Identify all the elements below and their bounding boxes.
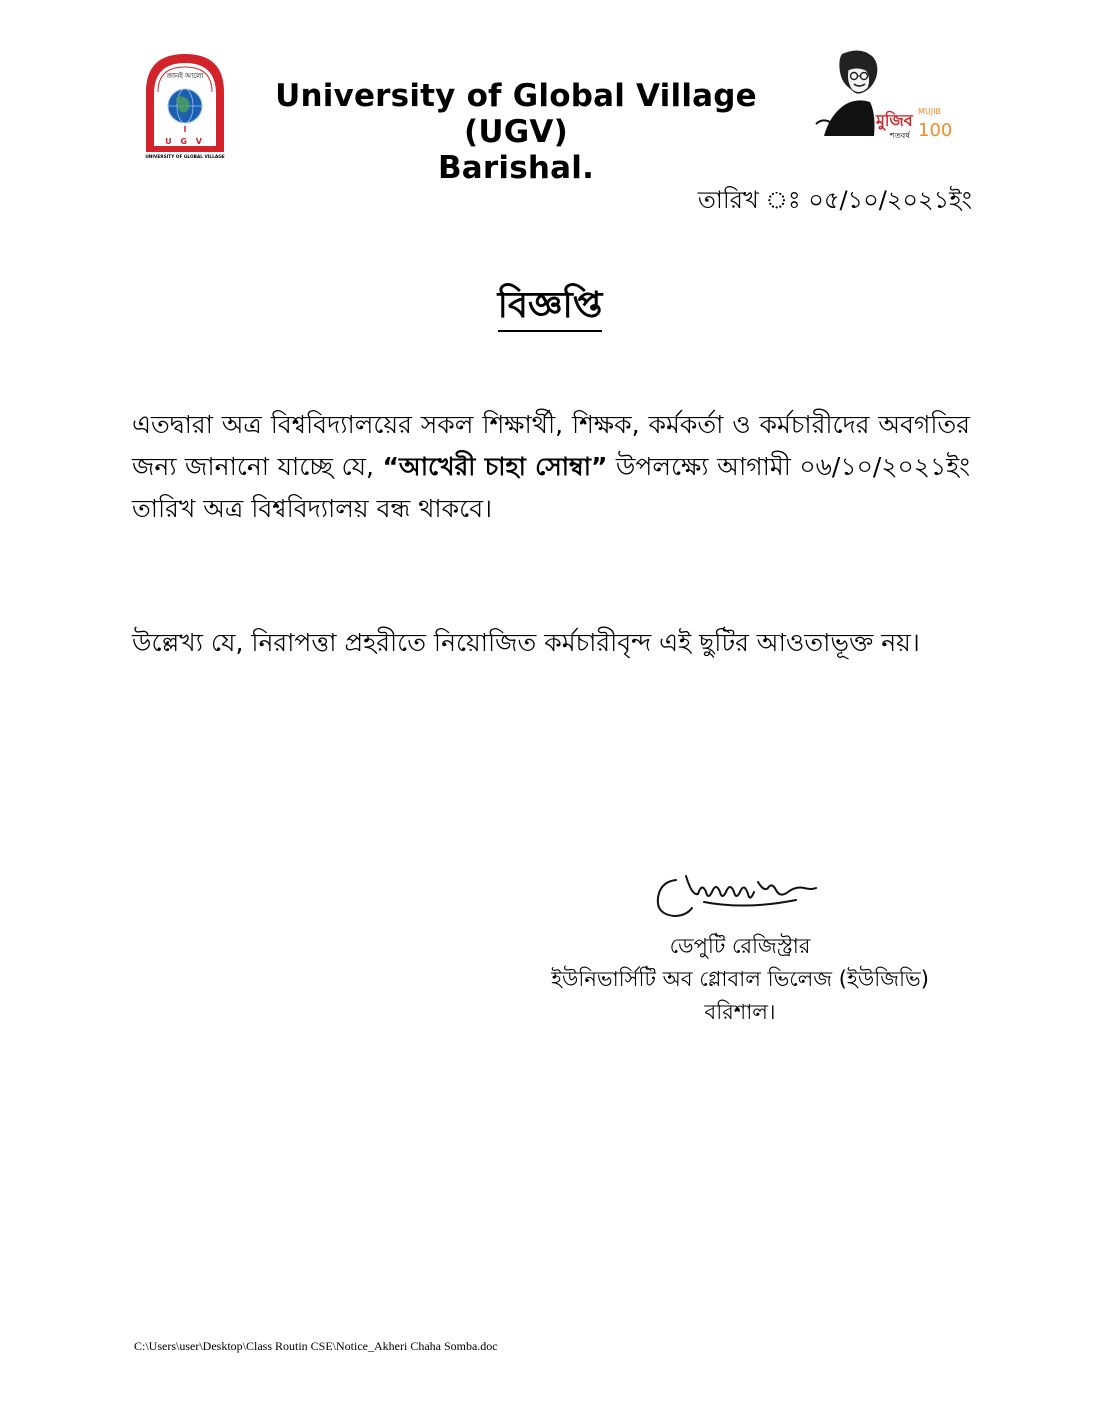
paragraph-1-text-a: এতদ্বারা অত্র বিশ্ববিদ্যালয়ের সকল শিক্ষার্থী, শিক্ষক, কর্মকর্তা ও কর্মচারীদের অবগতির জন্য জানানো যাচ্ছে যে,: [132, 410, 970, 481]
occasion-name: “আখেরী চাহা সোম্বা”: [382, 452, 608, 481]
logo-right-name: মুজিব: [876, 111, 913, 130]
ugv-logo-icon: [140, 48, 230, 160]
title-line-2: Barishal.: [437, 150, 595, 186]
notice-heading: [0, 278, 1100, 338]
signatory-organization: ইউনিভার্সিটি অব গ্লোবাল ভিলেজ (ইউজিভি): [551, 967, 929, 991]
logo-right-num: 100: [918, 120, 952, 141]
notice-paragraph-2: উল্লেখ্য যে, নিরাপত্তা প্রহরীতে নিয়োজিত কর্মচারীবৃন্দ এই ছুটির আওতাভূক্ত নয়।: [132, 628, 920, 657]
title-line-1: University of Global Village (UGV): [275, 78, 757, 150]
notice-heading-text: বিজ্ঞপ্তি: [498, 285, 603, 332]
logo-right-en: MUJIB: [918, 107, 941, 116]
mujib-borsho-logo-icon: [812, 44, 952, 144]
paragraph-1-text-b: উপলক্ষ্যে আগামী ০৬/১০/২০২১ইং তারিখ অত্র বিশ্ববিদ্যালয় বন্ধ থাকবে।: [132, 452, 971, 523]
footer-file-path: C:\Users\user\Desktop\Class Routin CSE\Notice_Akheri Chaha Somba.doc: [134, 1339, 498, 1353]
signature-block: [540, 930, 940, 1029]
signatory-city: বরিশাল।: [704, 1000, 776, 1024]
logo-right-sub: শতবর্ষ: [890, 131, 910, 140]
university-title: [236, 78, 796, 186]
notice-paragraph-1: [132, 404, 970, 530]
logo-arc-text: জানই আলো: [166, 72, 204, 80]
logo-caption: UNIVERSITY OF GLOBAL VILLAGE: [145, 155, 225, 160]
signatory-designation: ডেপুটি রেজিস্ট্রার: [669, 934, 811, 958]
signature-icon: [646, 852, 826, 932]
logo-letters: U G V: [165, 137, 205, 146]
notice-date: তারিখ ঃ ০৫/১০/২০২১ইং: [697, 186, 972, 214]
